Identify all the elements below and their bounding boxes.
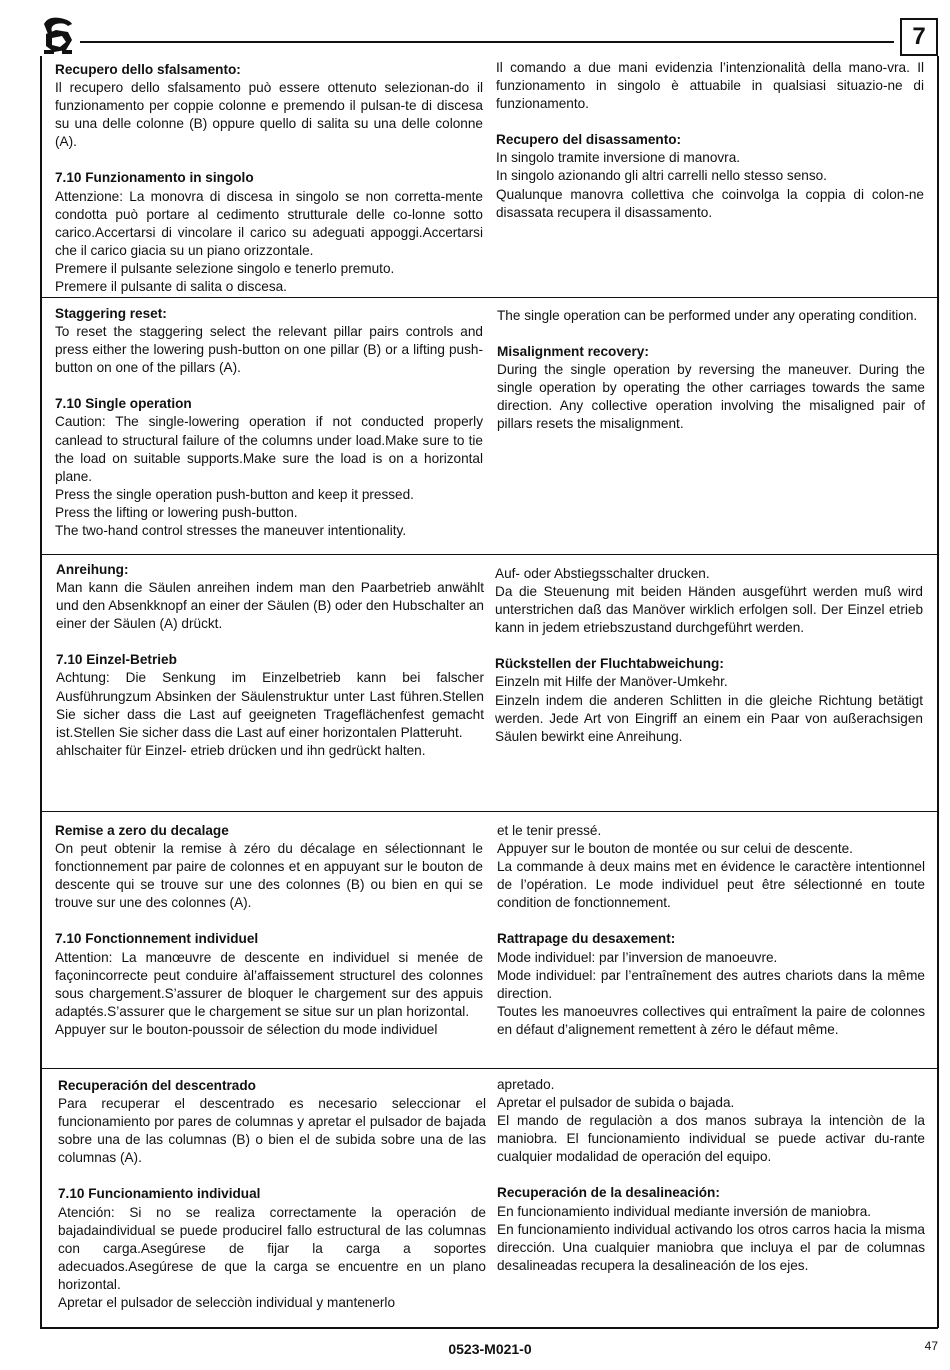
section-divider [40, 811, 938, 812]
section-heading: Rattrapage du desaxement: [497, 931, 676, 947]
paragraph: Il comando a due mani evidenzia l’intenzionalità della mano-vra. Il funzionamento in singolo è attuabile in qualsiasi situazio-ne di funzionamento. [496, 60, 924, 112]
paragraph: Atención: Si no se realiza correctamente la operación de bajadaindividual se puede producirel fallo estructural de las columnas con carga.Asegúrese de fijar la carga a soportes adecuados.Asegúrese de que la carga se encuentre en un plano horizontal. [58, 1204, 486, 1292]
section-divider [40, 554, 938, 555]
section-heading: Anreihung: [56, 562, 129, 577]
page-number: 47 [924, 1339, 938, 1353]
paragraph: During the single operation by reversing the maneuver. During the single operation by operating the other carriages towards the same direction. Any collective operation involving the misaligned pair of pillars resets the misalignment. [497, 362, 925, 432]
paragraph-gap [495, 637, 923, 655]
paragraph-gap [55, 151, 483, 169]
section-heading: Misalignment recovery: [497, 344, 649, 360]
paragraph-gap [497, 325, 925, 343]
header-rule [80, 41, 894, 43]
paragraph: En funcionamiento individual mediante inversión de maniobra. [497, 1203, 872, 1219]
paragraph: Toutes les manoeuvres collectives qui entraîment la paire de colonnes en défaut d’alignement remettent à zéro le défaut même. [497, 1003, 925, 1037]
paragraph: Achtung: Die Senkung im Einzelbetrieb kann bei falscher Ausführungzum Absinken der Säulenstruktur unter Last führen.Stellen Sie sicher dass die Last auf geeigneten Trageflächenfest gemacht ist.Stellen Sie sicher dass die Last auf einer horizontalen Platteruht. [56, 670, 484, 740]
fr-right-column [497, 822, 925, 1039]
section-divider [40, 297, 938, 298]
paragraph: Qualunque manovra collettiva che coinvolga la coppia di colon-ne disassata recupera il disassamento. [496, 186, 924, 220]
paragraph-gap [56, 633, 484, 651]
it-left-column [55, 61, 483, 296]
paragraph: Premere il pulsante di salita o discesa. [55, 279, 287, 295]
paragraph-gap [55, 912, 483, 930]
paragraph: To reset the staggering select the relevant pillar pairs controls and press either the lowering push-button on one pillar (B) or a lifting push-button on one of the pillars (A). [55, 324, 483, 376]
en-right-column [497, 307, 925, 434]
paragraph: Einzeln mit Hilfe der Manöver-Umkehr. [495, 674, 728, 690]
paragraph: In singolo tramite inversione di manovra. [496, 150, 741, 166]
paragraph: The two-hand control stresses the maneuver intentionality. [55, 523, 407, 539]
section-heading: Recuperación de la desalineación: [497, 1185, 720, 1201]
paragraph: Einzeln indem die anderen Schlitten in die gleiche Richtung betätigt werden. Jede Art von Eingriff an einem ein Paar von außerachsigen Säulen bewirkt eine Anreihung. [495, 692, 923, 744]
brand-logo-icon [38, 14, 78, 56]
paragraph: ahlschaiter für Einzel- etrieb drücken und ihn gedrückt halten. [56, 742, 426, 758]
es-right-column [497, 1076, 925, 1275]
bottom-rule [40, 1327, 938, 1329]
paragraph-gap [496, 113, 924, 131]
paragraph: Caution: The single-lowering operation if not conducted properly canlead to structural failure of the columns under load.Make sure to tie the load on suitable supports.Make sure the load is on a horizontal plane. [55, 414, 483, 484]
it-right-column [496, 59, 924, 222]
paragraph-gap [58, 1167, 486, 1185]
document-code: 0523-M021-0 [448, 1341, 532, 1357]
paragraph: Attenzione: La monovra di discesa in singolo se non corretta-mente condotta può portare al cedimento strutturale delle co-lonne sotto carico.Accertarsi di vincolare il carico su adeguati appoggi.Accertarsi che il carico giacia su un piano orizzontale. [55, 188, 483, 258]
paragraph: The single operation can be performed under any operating condition. [497, 308, 918, 323]
paragraph: Appuyer sur le bouton-poussoir de sélection du mode individuel [55, 1021, 438, 1037]
fr-left-column [55, 822, 483, 1039]
es-left-column [58, 1077, 486, 1312]
de-left-column [56, 561, 484, 760]
section-divider [40, 1068, 938, 1069]
paragraph: La commande à deux mains met en évidence le caractère intentionnel de l’opération. Le mode individuel peut être sélectionné en toute condition de fonctionnement. [497, 859, 925, 911]
paragraph: El mando de regulaciòn a dos manos subraya la intenciòn de la maniobra. El funcionamiento individual se puede activar du-rante cualquier modalidad de operación del equipo. [497, 1113, 925, 1165]
paragraph: Da die Steuenung mit beiden Händen ausgeführt werden muß wird unterstrichen daß das Manöver wirklich erfolgen soll. Der Einzel etrieb kann in jedem etriebszustand durchgeführt werden. [495, 584, 923, 636]
paragraph: Apretar el pulsador de subida o bajada. [497, 1095, 735, 1111]
paragraph: Attention: La manœuvre de descente en individuel si menée de façonincorrecte peut conduire àl’affaissement structurel des colonnes sous chargement.S’assurer de bloquer le chargement sur des appuis adaptés.S’assurer que le chargement se situe sur un plan horizontal. [55, 949, 483, 1019]
paragraph-gap [497, 912, 925, 930]
section-heading: 7.10 Single operation [55, 396, 192, 412]
right-border [937, 56, 939, 1328]
paragraph: Il recupero dello sfalsamento può essere ottenuto selezionan-do il funzionamento per coppie colonne e premendo il pulsan-te di discesa su una delle colonne (B) oppure quello di salita su una delle colonne (A). [55, 80, 483, 150]
paragraph: Press the single operation push-button and keep it pressed. [55, 486, 414, 502]
paragraph: Para recuperar el descentrado es necesario seleccionar el funcionamiento por pares de columnas y apretar el pulsador de bajada sobre una de las columnas (B) o bien el de subida sobre una de las columnas (A). [58, 1096, 486, 1166]
section-heading: Remise a zero du decalage [55, 823, 229, 838]
paragraph: Apretar el pulsador de selecciòn individual y mantenerlo [58, 1295, 396, 1311]
paragraph: Mode individuel: par l’inversion de manoeuvre. [497, 949, 778, 965]
section-heading: Rückstellen der Fluchtabweichung: [495, 656, 724, 672]
en-left-column [55, 305, 483, 540]
paragraph: On peut obtenir la remise à zéro du décalage en sélectionnant le fonctionnement par paire de colonnes et en appuyant sur le bouton de descente qui se trouve sur une des colonnes (B) ou bien en qui se trouve sur une des colonnes (A). [55, 841, 483, 911]
paragraph: Auf- oder Abstiegsschalter drucken. [495, 566, 710, 581]
de-right-column [495, 565, 923, 746]
left-border [40, 56, 42, 1328]
chapter-number: 7 [900, 18, 938, 56]
section-heading: Recupero del disassamento: [496, 132, 682, 148]
paragraph: In singolo azionando gli altri carrelli nello stesso senso. [496, 168, 827, 184]
section-heading: 7.10 Funcionamiento individual [58, 1186, 261, 1202]
section-heading: Recuperación del descentrado [58, 1078, 256, 1093]
paragraph: Premere il pulsante selezione singolo e tenerlo premuto. [55, 260, 395, 276]
paragraph: apretado. [497, 1077, 555, 1092]
section-heading: Recupero dello sfalsamento: [55, 62, 241, 77]
paragraph: Press the lifting or lowering push-button. [55, 504, 298, 520]
section-heading: 7.10 Einzel-Betrieb [56, 652, 177, 668]
paragraph: Mode individuel: par l’entraînement des autres chariots dans la même direction. [497, 967, 925, 1001]
paragraph: et le tenir pressé. [497, 823, 602, 838]
paragraph: Man kann die Säulen anreihen indem man den Paarbetrieb anwählt und den Absenkknopf an einer der Säulen (B) oder den Hubschalter an einer der Säulen (A) drückt. [56, 580, 484, 632]
paragraph: Appuyer sur le bouton de montée ou sur celui de descente. [497, 841, 853, 857]
section-heading: Staggering reset: [55, 306, 167, 321]
paragraph: En funcionamiento individual activando los otros carros hacia la misma dirección. Una cualquier maniobra que incluya el par de columnas desalineadas recupera la desalineación de los ejes. [497, 1221, 925, 1273]
paragraph-gap [497, 1166, 925, 1184]
section-heading: 7.10 Funzionamento in singolo [55, 170, 254, 186]
section-heading: 7.10 Fonctionnement individuel [55, 931, 259, 947]
paragraph-gap [55, 377, 483, 395]
